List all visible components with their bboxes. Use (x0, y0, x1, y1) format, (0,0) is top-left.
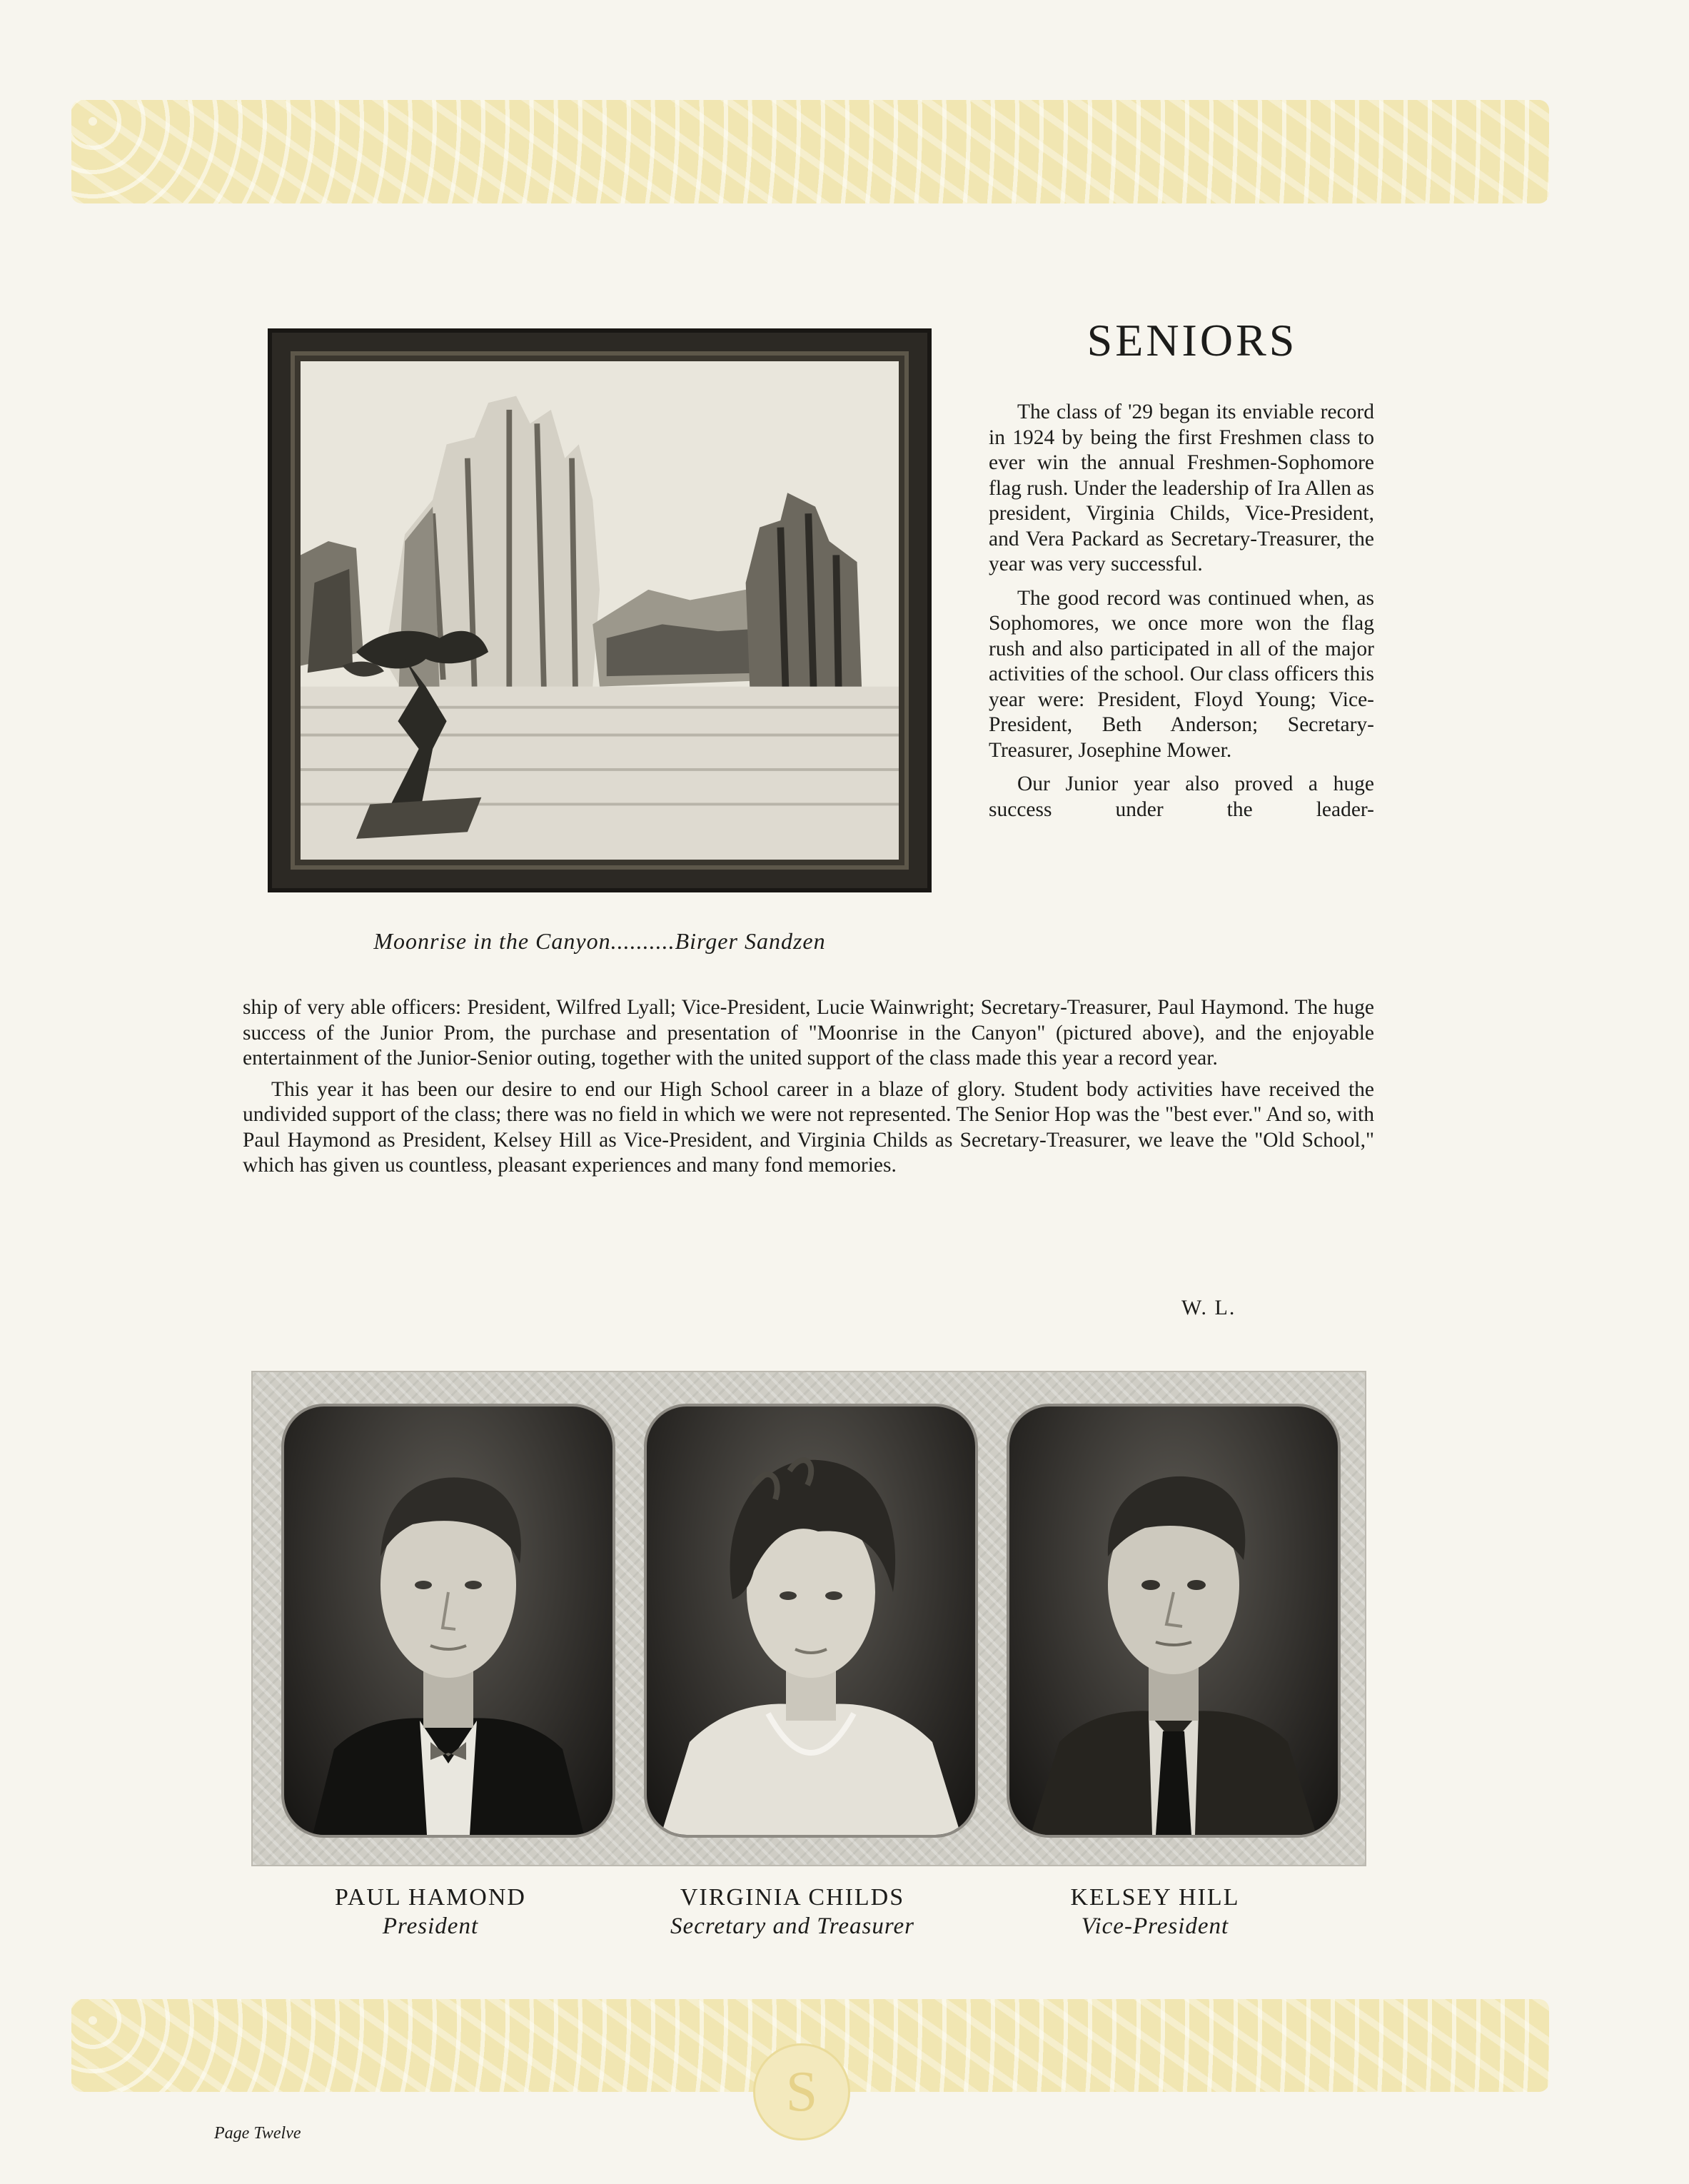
officer-name: VIRGINIA CHILDS (680, 1884, 905, 1911)
paragraph-freshman-year: The class of '29 began its enviable record in 1924 by being the first Freshmen class to ever win the annual Freshmen-Sophomore flag rush. Under the leadership of Ira Allen as president, Virginia Childs, Vice-President, and Vera Packard as Secretary-Treasurer, the year was very successful. (989, 401, 1374, 575)
narrative-column (989, 400, 1374, 822)
paragraph-senior-year: This year it has been our desire to end our High School career in a blaze of glory. Student body activities have received the undivided support of the class; there was no field in which we were not represented. The Senior Hop was the "best ever." And so, with Paul Haymond as President, Kelsey Hill as Vice-President, and Virginia Childs as Secretary-Treasurer, we leave the "Old School," which has given us countless, pleasant experiences and many fond memories. (243, 1077, 1374, 1177)
officer-role: President (382, 1913, 479, 1939)
officer-label-virginia-childs (593, 1883, 992, 1941)
officer-portraits-panel (251, 1371, 1366, 1866)
page-number: Page Twelve (214, 2124, 301, 2143)
paragraph-sophomore-year: The good record was continued when, as Sophomores, we once more won the flag rush and also participated in all of the major activities of the school. Our class officers this year were: President, Floyd Young; Vice-President, Beth Anderson; Secretary-Treasurer, Josephine Mower. (989, 586, 1374, 762)
painting-frame (268, 328, 932, 892)
painting-caption: Moonrise in the Canyon..........Birger Sandzen (373, 928, 826, 954)
paragraph-junior-year-start: Our Junior year also proved a huge success under the leader- (989, 773, 1374, 821)
paragraph-junior-year-continued: ship of very able officers: President, Wilfred Lyall; Vice-President, Lucie Wainwright; Secretary-Treasurer, Paul Haymond. The huge success of the Junior Prom, the purchase and presentation of "Moonrise in the Canyon" (pictured above), and the enjoyable entertainment of the Junior-Senior outing, together with the united support of the class made this year a record year. (243, 996, 1374, 1070)
officer-label-kelsey-hill (955, 1883, 1355, 1941)
officer-name: PAUL HAMOND (335, 1884, 526, 1911)
portrait-paul-hamond (281, 1404, 615, 1838)
portrait-kelsey-hill (1007, 1404, 1341, 1838)
painting-moonrise-in-the-canyon (301, 361, 899, 860)
narrative-full-width (243, 995, 1374, 1179)
page-title: SENIORS (1086, 315, 1298, 366)
school-emblem: S (753, 2043, 850, 2140)
officer-role: Vice-President (1081, 1913, 1229, 1939)
officer-role: Secretary and Treasurer (670, 1913, 914, 1939)
author-signature: W. L. (1181, 1296, 1236, 1319)
portrait-virginia-childs (644, 1404, 978, 1838)
decorative-header-band (71, 100, 1549, 203)
officer-label-paul-hamond (231, 1883, 630, 1941)
officer-name: KELSEY HILL (1070, 1884, 1240, 1911)
